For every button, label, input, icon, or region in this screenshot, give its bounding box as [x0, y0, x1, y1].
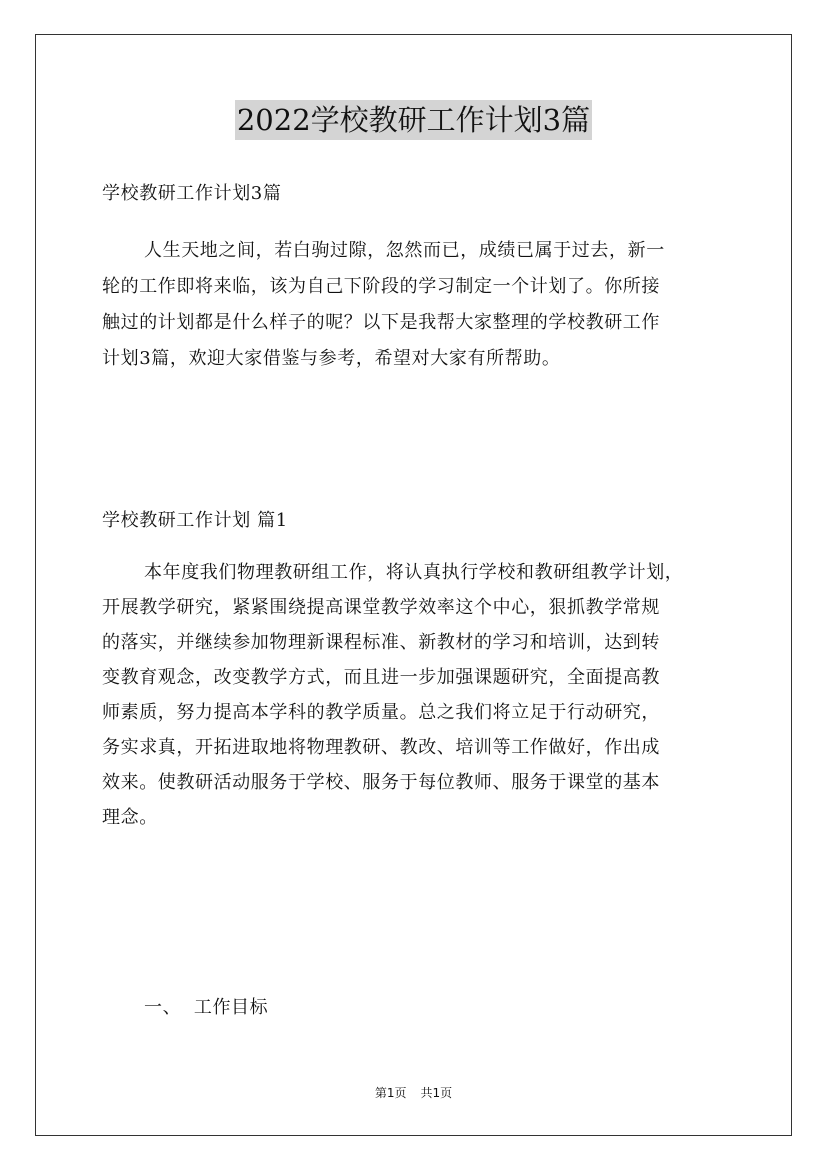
title-wrap: [0, 100, 827, 140]
body-line: 理念。: [102, 807, 158, 828]
body-line: 的落实，并继续参加物理新课程标准、新教材的学习和培训，达到转: [102, 632, 660, 653]
body-line: 本年度我们物理教研组工作，将认真执行学校和教研组教学计划，: [144, 562, 684, 583]
list-item-heading: 一、 工作目标: [144, 997, 269, 1018]
page-number: 第1页: [374, 1086, 407, 1100]
intro-line: 轮的工作即将来临，该为自己下阶段的学习制定一个计划了。你所接: [102, 276, 660, 297]
page-footer: [0, 1084, 827, 1101]
intro-line: 人生天地之间，若白驹过隙，忽然而已，成绩已属于过去，新一: [144, 240, 665, 261]
document-subtitle: 学校教研工作计划3篇: [102, 183, 282, 204]
body-line: 效来。使教研活动服务于学校、服务于每位教师、服务于课堂的基本: [102, 772, 660, 793]
section-heading: 学校教研工作计划 篇1: [102, 510, 288, 531]
body-line: 师素质，努力提高本学科的教学质量。总之我们将立足于行动研究，: [102, 702, 660, 723]
intro-line: 触过的计划都是什么样子的呢？以下是我帮大家整理的学校教研工作: [102, 312, 660, 333]
body-line: 变教育观念，改变教学方式，而且进一步加强课题研究，全面提高教: [102, 667, 660, 688]
intro-paragraph: [102, 233, 728, 377]
body-line: 开展教学研究，紧紧围绕提高课堂教学效率这个中心，狠抓教学常规: [102, 597, 660, 618]
page-total: 共1页: [420, 1086, 453, 1100]
document-title: 2022学校教研工作计划3篇: [235, 100, 592, 140]
body-paragraph: [102, 555, 728, 835]
intro-line: 计划3篇，欢迎大家借鉴与参考，希望对大家有所帮助。: [102, 348, 561, 369]
body-line: 务实求真，开拓进取地将物理教研、教改、培训等工作做好，作出成: [102, 737, 660, 758]
